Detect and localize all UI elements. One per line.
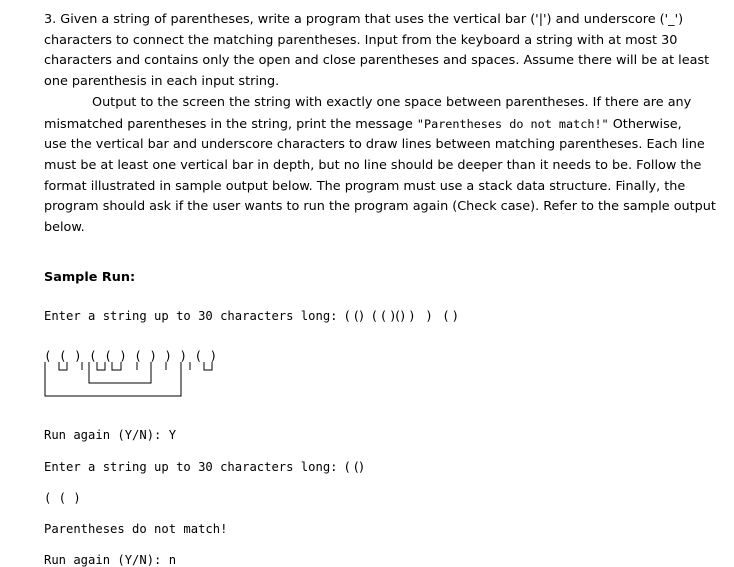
prompt-line-2: [44, 460, 364, 475]
prompt-line-1: [44, 309, 458, 324]
connector: [97, 362, 105, 370]
connector: [59, 362, 67, 370]
text-line: Output to the screen the string with exactly one space between parentheses. If there are any: [92, 94, 692, 110]
text-line: format illustrated in sample output below. The program must use a stack data structure. Finally, the: [44, 178, 686, 194]
inline-code: "Parentheses do not match!": [416, 116, 609, 131]
document-page: [44, 10, 720, 567]
problem-paragraph-1: [44, 10, 720, 93]
parentheses-diagram: [44, 348, 244, 412]
text-fragment: mismatched parentheses in the string, print the message: [44, 116, 417, 132]
text-line: use the vertical bar and underscore characters to draw lines between matching parentheses. Each line: [44, 137, 705, 153]
connector: [204, 362, 212, 370]
run-again-line-1: Run again (Y/N): Y: [44, 428, 177, 442]
connector-lines: [45, 362, 212, 396]
prompt-text: Enter a string up to 30 characters long:: [44, 309, 345, 323]
output-line-2: ( ( ): [44, 491, 81, 505]
text-line: must be at least one vertical bar in depth, but no line should be deeper than it needs to be. Follow the: [44, 157, 702, 173]
text-line: one parenthesis in each input string.: [44, 74, 280, 90]
mismatch-message: Parentheses do not match!: [44, 522, 228, 536]
connector: [45, 362, 181, 396]
text-line: characters and contains only the open and close parentheses and spaces. Assume there will be at least: [44, 53, 710, 69]
user-input: ( () ( ( )() ) ) ( ): [344, 309, 458, 324]
sample-run-heading: Sample Run:: [44, 270, 136, 285]
text-line: program should ask if the user wants to run the program again (Check case). Refer to the sample output: [44, 199, 716, 215]
prompt-text: Enter a string up to 30 characters long:: [44, 460, 345, 474]
text-fragment: Otherwise,: [608, 116, 682, 132]
text-line: characters to connect the matching parentheses. Input from the keyboard a string with at most 30: [44, 32, 678, 48]
user-input: ( (): [344, 460, 364, 475]
connector: [89, 362, 151, 383]
text-line: [44, 114, 720, 136]
paren-output: ( ( ) ( ( ) ( ) ) ) ( ): [44, 348, 218, 363]
run-again-line-2: Run again (Y/N): n: [44, 553, 177, 567]
connector: [112, 362, 121, 370]
problem-paragraph-2: [44, 93, 720, 239]
text-line: below.: [44, 220, 85, 236]
text-line: 3. Given a string of parentheses, write a program that uses the vertical bar ('|') and underscore ('_'): [44, 12, 684, 27]
